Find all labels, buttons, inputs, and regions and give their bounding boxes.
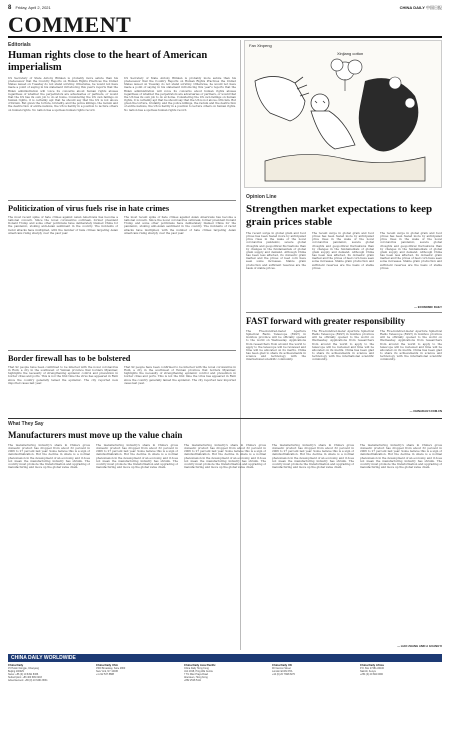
folio-left [8,5,51,11]
info-col-asia [184,664,266,744]
folio-bar [8,4,442,12]
info-line: 7 Tin Wan Praya Road [184,672,208,676]
info-line: Subscription: +86 400 699 0203 [8,675,42,679]
opinion-line-label: Opinion Line [246,194,277,200]
wts-body-col5: The manufacturing industry's share in China's gross domestic product has dropped from about 32 percent in 2006 to 27 percent last year. Some believe this is a sign of deindustrialization. But the decline in share is a normal phenomenon in the development of an economy, and it does not mean the manufacturing industry has shrunk. The country must promote the transformation and upgrading of manufacturing and move up the global value chain. [360,444,442,470]
info-col-beijing [8,664,88,744]
wts-body-col1: The manufacturing industry's share in China's gross domestic product has dropped from about 32 percent in 2006 to 27 percent last year. Some believe this is a sign of deindustrialization. But the decline in share is a normal phenomenon in the development of an economy, and it does not mean the manufacturing industry has shrunk. The country must promote the transformation and upgrading of manufacturing and move up the global value chain. [8,444,90,470]
info-line: 90 Cannon Street [272,666,291,670]
lead-editorial-headline: Human rights close to the heart of American imperialism [8,50,208,73]
info-heading: China Daily Asia Pacific [184,664,216,667]
opinion-body-col1: The recent surge in global grain and food prices has been fueled more by anticipated price rises in the wake of the novel coronavirus pandemic, severe global droughts and geopolitical fluctuations than by changes in the fundamentals of global grain supply and demand. Although China has been less affected, its domestic grain market and the prices of feed corn have seen some increases. Stable grain production and sufficient reserves are the basis of stable prices. [246,232,306,270]
info-line: Beijing 100029 [8,669,24,673]
fast-body-col3: The Five-hundred-meter Aperture Spherical Radio Telescope (FAST) in Guizhou province will be officially opened to the world on Wednesday. Applications from researchers from around the world to apply to the telescope will be reviewed and time will be allocated on its merits. China has been glad to share its achievements in science and technology with the international scientific community. [380,330,442,362]
cartoon-drawing [245,41,442,188]
info-line: +852 2518 5111 [184,678,201,682]
info-col-africa [360,664,442,744]
info-line: 1500 Broadway, Suite 2800 [96,666,126,670]
info-line: +254 (0) 20 692 0900 [360,672,383,676]
info-line: London EC4N 6HA [272,669,293,673]
info-col-usa [96,664,178,744]
opinion-body-col3: The recent surge in global grain and food prices has been fueled more by anticipated price rises in the wake of the novel coronavirus pandemic, severe global droughts and geopolitical fluctuations than by changes in the fundamentals of global grain supply and demand. Although China has been less affected, its domestic grain market and the prices of feed corn have seen some increases. Stable grain production and sufficient reserves are the basis of stable prices. [380,232,442,270]
fast-body-col2: The Five-hundred-meter Aperture Spherical Radio Telescope (FAST) in Guizhou province will be officially opened to the world on Wednesday. Applications from researchers from around the world to apply to the telescope will be reviewed and time will be allocated on its merits. China has been glad to share its achievements in science and technology with the international scientific community. [312,330,374,362]
info-line: News: +86 (0) 10 6491 8366 [8,672,39,676]
info-line: China Daily Hong Kong [184,666,209,670]
info-heading: China Daily UK [272,664,293,667]
cartoon-caption: Xinjiang cotton [337,51,364,56]
info-col-uk [272,664,354,744]
politicization-body-col1: The most recent spike of hate crimes against Asian Americans has become a national concern. Since the novel coronavirus outbreak, former president Donald Trump and some other politicians have deliberately blamed China for the pandemic, stoking anti-Asian sentiment in the country. The incidents of racist attacks have multiplied, with the number of hate crimes targeting Asian Americans rising sharply over the past year. [8,216,118,235]
wts-body-col3: The manufacturing industry's share in China's gross domestic product has dropped from about 32 percent in 2006 to 27 percent last year. Some believe this is a sign of deindustrialization. But the decline in share is a normal phenomenon in the development of an economy, and it does not mean the manufacturing industry has shrunk. The country must promote the transformation and upgrading of manufacturing and move up the global value chain. [184,444,266,470]
paper-name-cn: 中国日报 [426,5,442,10]
border-body-col2: That 92 people have been confirmed to be infected with the novel coronavirus in Ruili, a city in the southwest of Yunnan province that borders Myanmar, highlights the necessity of strengthening epidemic control and prevention in border cities and ports. This is not the first time the virus has appeared in Ruili since the country generally tamed the epidemic. The city reported new imported cases last year. [124,366,236,385]
info-line: P.O. Box 27281-00100 [360,666,385,670]
divider [8,418,442,419]
border-body-col1: That 92 people have been confirmed to be infected with the novel coronavirus in Ruili, a city in the southwest of Yunnan province that borders Myanmar, highlights the necessity of strengthening epidemic control and prevention in border cities and ports. This is not the first time the virus has appeared in Ruili since the country generally tamed the epidemic. The city reported new imported cases last year. [8,366,118,385]
wts-byline: — LIAO ZHANG AND LI GUANGYI [397,644,442,648]
lead-editorial-body-col1: US Secretary of State Antony Blinken is probably more astute than his predecessor that the Country Reports on Human Rights Practices the United States issued on Tuesday do not stand scrutiny. Otherwise, he would not have made a point of saying in his statement introducing this year's reports that the Biden administration will voice its concerns about human rights abuses regardless of whether the perpetrators are adversaries or partners, or would that the US has its own job to do at home. Considering the US own failings on human rights, it is certainly apt that he should say that the US is not above criticism. But given the torture, brutality, and the police killings, the racism and the destruction of entire nations, the US is hardly in a position to lecture others on human rights. No nation has a spotless human rights record. [8,77,118,112]
info-line: New York, NY 10036 [96,669,119,673]
editorial-cartoon [244,40,442,188]
folio-right [400,5,442,11]
cartoon-artist: Fan Xinpeng [249,43,272,48]
wts-body-col2: The manufacturing industry's share in China's gross domestic product has dropped from about 32 percent in 2006 to 27 percent last year. Some believe this is a sign of deindustrialization. But the decline in share is a normal phenomenon in the development of an economy, and it does not mean the manufacturing industry has shrunk. The country must promote the transformation and upgrading of manufacturing and move up the global value chain. [96,444,178,470]
fast-body-col1: The Five-hundred-meter Aperture Spherical Radio Telescope (FAST) in Guizhou province will be officially opened to the world on Wednesday. Applications from researchers from around the world to apply to the telescope will be reviewed and time will be allocated on its merits. China has been glad to share its achievements in science and technology with the international scientific community. [246,330,306,362]
wts-headline: Manufacturers must move up the value chain [8,430,183,440]
opinion-body-col2: The recent surge in global grain and food prices has been fueled more by anticipated price rises in the wake of the novel coronavirus pandemic, severe global droughts and geopolitical fluctuations than by changes in the fundamentals of global grain supply and demand. Although China has been less affected, its domestic grain market and the prices of feed corn have seen some increases. Stable grain production and sufficient reserves are the basis of stable prices. [312,232,374,270]
paper-name: CHINA DAILY [399,5,425,10]
info-heading: China Daily Africa [360,664,384,667]
info-line: +1 212 537 8888 [96,672,115,676]
info-line: Unit 1818, Hing Wai Centre [184,669,214,673]
divider [246,312,442,313]
divider [8,350,236,351]
page-number: 8 [8,5,12,11]
info-line: +44 (0) 20 7398 8270 [272,672,295,676]
info-line: Aberdeen, Hong Kong [184,675,208,679]
china-daily-info-bar: CHINA DAILY WORLDWIDE [8,654,442,662]
opinion-byline: — ECONOMIC DAILY [414,305,442,309]
section-masthead [8,12,442,38]
fast-headline: FAST forward with greater responsibility [246,316,406,326]
info-heading: China Daily [8,664,24,667]
opinion-headline: Strengthen market expectations to keep grain prices stable [246,203,433,228]
info-line: 15 Huixin Dongjie, Chaoyang [8,666,39,670]
border-headline: Border firewall has to be bolstered [8,354,131,363]
divider [8,200,236,201]
info-heading: China Daily USA [96,664,118,667]
info-line: Advertisement: +86 (0) 10 6491 8631 [8,678,48,682]
issue-date: Friday, April 2, 2021 [15,5,51,10]
section-title: COMMENT [8,12,132,37]
politicization-headline: Politicization of virus fuels rise in hate crimes [8,204,170,213]
wts-body-col4: The manufacturing industry's share in China's gross domestic product has dropped from about 32 percent in 2006 to 27 percent last year. Some believe this is a sign of deindustrialization. But the decline in share is a normal phenomenon in the development of an economy, and it does not mean the manufacturing industry has shrunk. The country must promote the transformation and upgrading of manufacturing and move up the global value chain. [272,444,354,470]
lead-editorial-body-col2: US Secretary of State Antony Blinken is probably more astute than his predecessor that the Country Reports on Human Rights Practices the United States issued on Tuesday do not stand scrutiny. Otherwise, he would not have made a point of saying in his statement introducing this year's reports that the Biden administration will voice its concerns about human rights abuses regardless of whether the perpetrators are adversaries or partners, or would that the US has its own job to do at home. Considering the US own failings on human rights, it is certainly apt that he should say that the US is not above criticism. But given the torture, brutality, and the police killings, the racism and the destruction of entire nations, the US is hardly in a position to lecture others on human rights. No nation has a spotless human rights record. [124,77,236,112]
fast-byline: — CHINADAILY.COM.CN [409,409,442,413]
editorials-label: Editorials [8,42,31,48]
politicization-body-col2: The most recent spike of hate crimes against Asian Americans has become a national concern. Since the novel coronavirus outbreak, former president Donald Trump and some other politicians have deliberately blamed China for the pandemic, stoking anti-Asian sentiment in the country. The incidents of racist attacks have multiplied, with the number of hate crimes targeting Asian Americans rising sharply over the past year. [124,216,236,235]
info-line: Nairobi, Kenya [360,669,376,673]
what-they-say-label: What They Say [8,421,44,427]
